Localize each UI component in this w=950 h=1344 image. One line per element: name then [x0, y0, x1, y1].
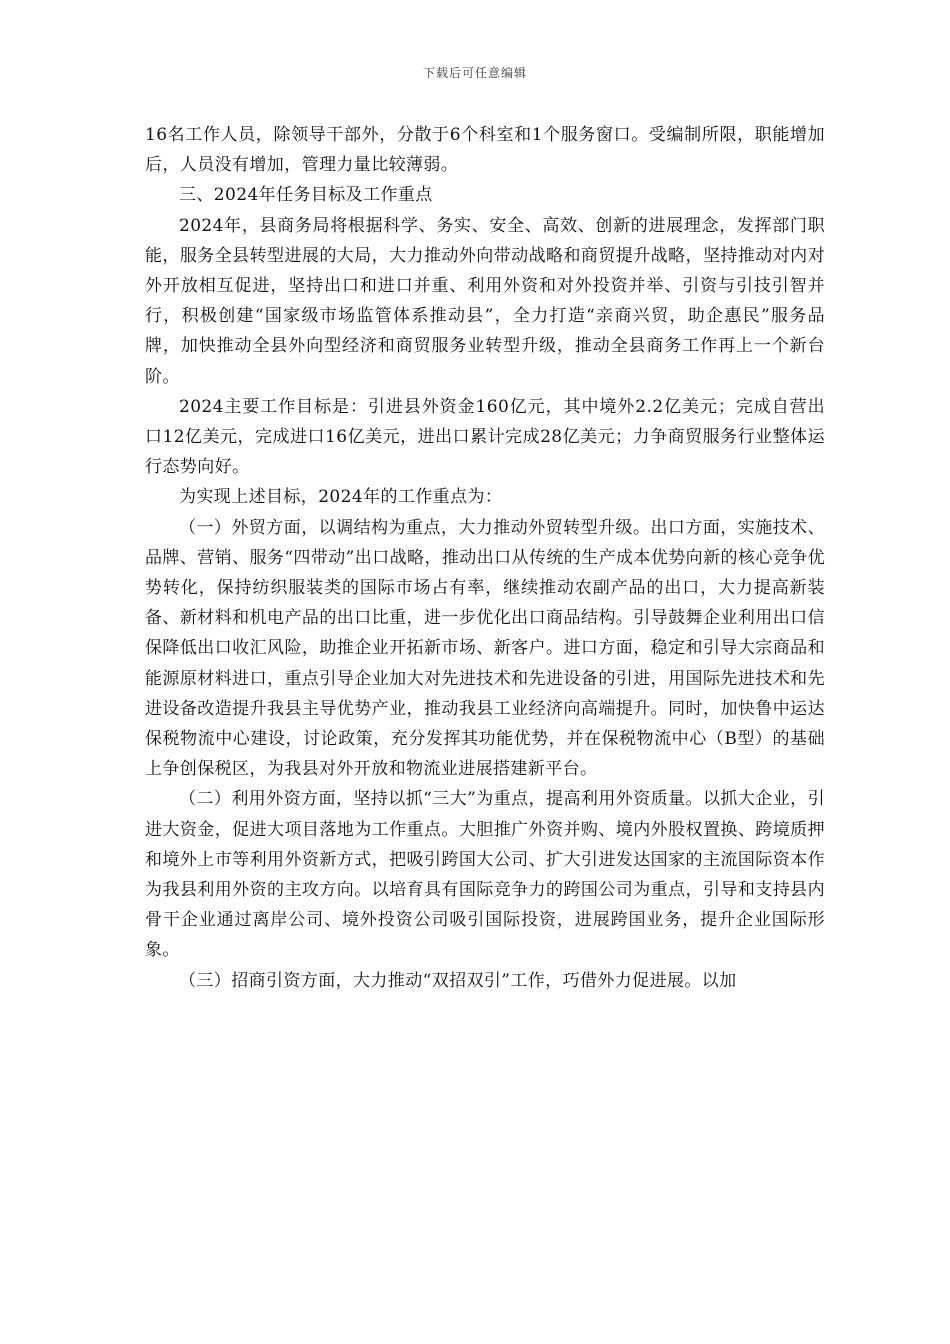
paragraph-continued: 16名工作人员，除领导干部外，分散于6个科室和1个服务窗口。受编制所限，职能增加后，人员没有增加，管理力量比较薄弱。 [145, 125, 825, 176]
page-header: 下载后可任意编辑 [422, 66, 527, 80]
paragraph: 为实现上述目标，2024年的工作重点为： [179, 487, 503, 508]
document-body [145, 120, 825, 996]
paragraph: 2024年，县商务局将根据科学、务实、安全、高效、创新的进展理念，发挥部门职能，服务全县转型进展的大局，大力推动外向带动战略和商贸提升战略，坚持推动对内对外开放相互促进，坚持出口和进口并重、利用外资和对外投资并举、引资与引技引智并行，积极创建“国家级市场监管体系推动县”，全力打造“亲商兴贸，助企惠民”服务品牌，加快推动全县外向型经济和商贸服务业转型升级，推动全县商务工作再上一个新台阶。 [145, 215, 825, 387]
paragraph: 2024主要工作目标是：引进县外资金160亿元，其中境外2.2亿美元；完成自营出口12亿美元，完成进口16亿美元，进出口累计完成28亿美元；力争商贸服务行业整体运行态势向好。 [145, 396, 825, 478]
paragraph: （一）外贸方面，以调结构为重点，大力推动外贸转型升级。出口方面，实施技术、品牌、营销、服务“四带动”出口战略，推动出口从传统的生产成本优势向新的核心竞争优势转化，保持纺织服装类的国际市场占有率，继续推动农副产品的出口，大力提高新装备、新材料和机电产品的出口比重，进一步优化出口商品结构。引导鼓舞企业利用出口信保降低出口收汇风险，助推企业开拓新市场、新客户。进口方面，稳定和引导大宗商品和能源原材料进口，重点引导企业加大对先进技术和先进设备的引进，用国际先进技术和先进设备改造提升我县主导优势产业，推动我县工业经济向高端提升。同时，加快鲁中运达保税物流中心建设，讨论政策，充分发挥其功能优势，并在保税物流中心（B型）的基础上争创保税区，为我县对外开放和物流业进展搭建新平台。 [145, 517, 825, 780]
paragraph: （二）利用外资方面，坚持以抓“三大”为重点，提高利用外资质量。以抓大企业，引进大资金，促进大项目落地为工作重点。大胆推广外资并购、境内外股权置换、跨境质押和境外上市等利用外资新方式，把吸引跨国大公司、扩大引进发达国家的主流国际资本作为我县利用外资的主攻方向。以培育具有国际竞争力的跨国公司为重点，引导和支持县内骨干企业通过离岸公司、境外投资公司吸引国际投资，进展跨国业务，提升企业国际形象。 [145, 789, 825, 961]
paragraph: （三）招商引资方面，大力推动“双招双引”工作，巧借外力促进展。以加 [179, 970, 737, 991]
section-heading: 三、2024年任务目标及工作重点 [179, 185, 433, 206]
